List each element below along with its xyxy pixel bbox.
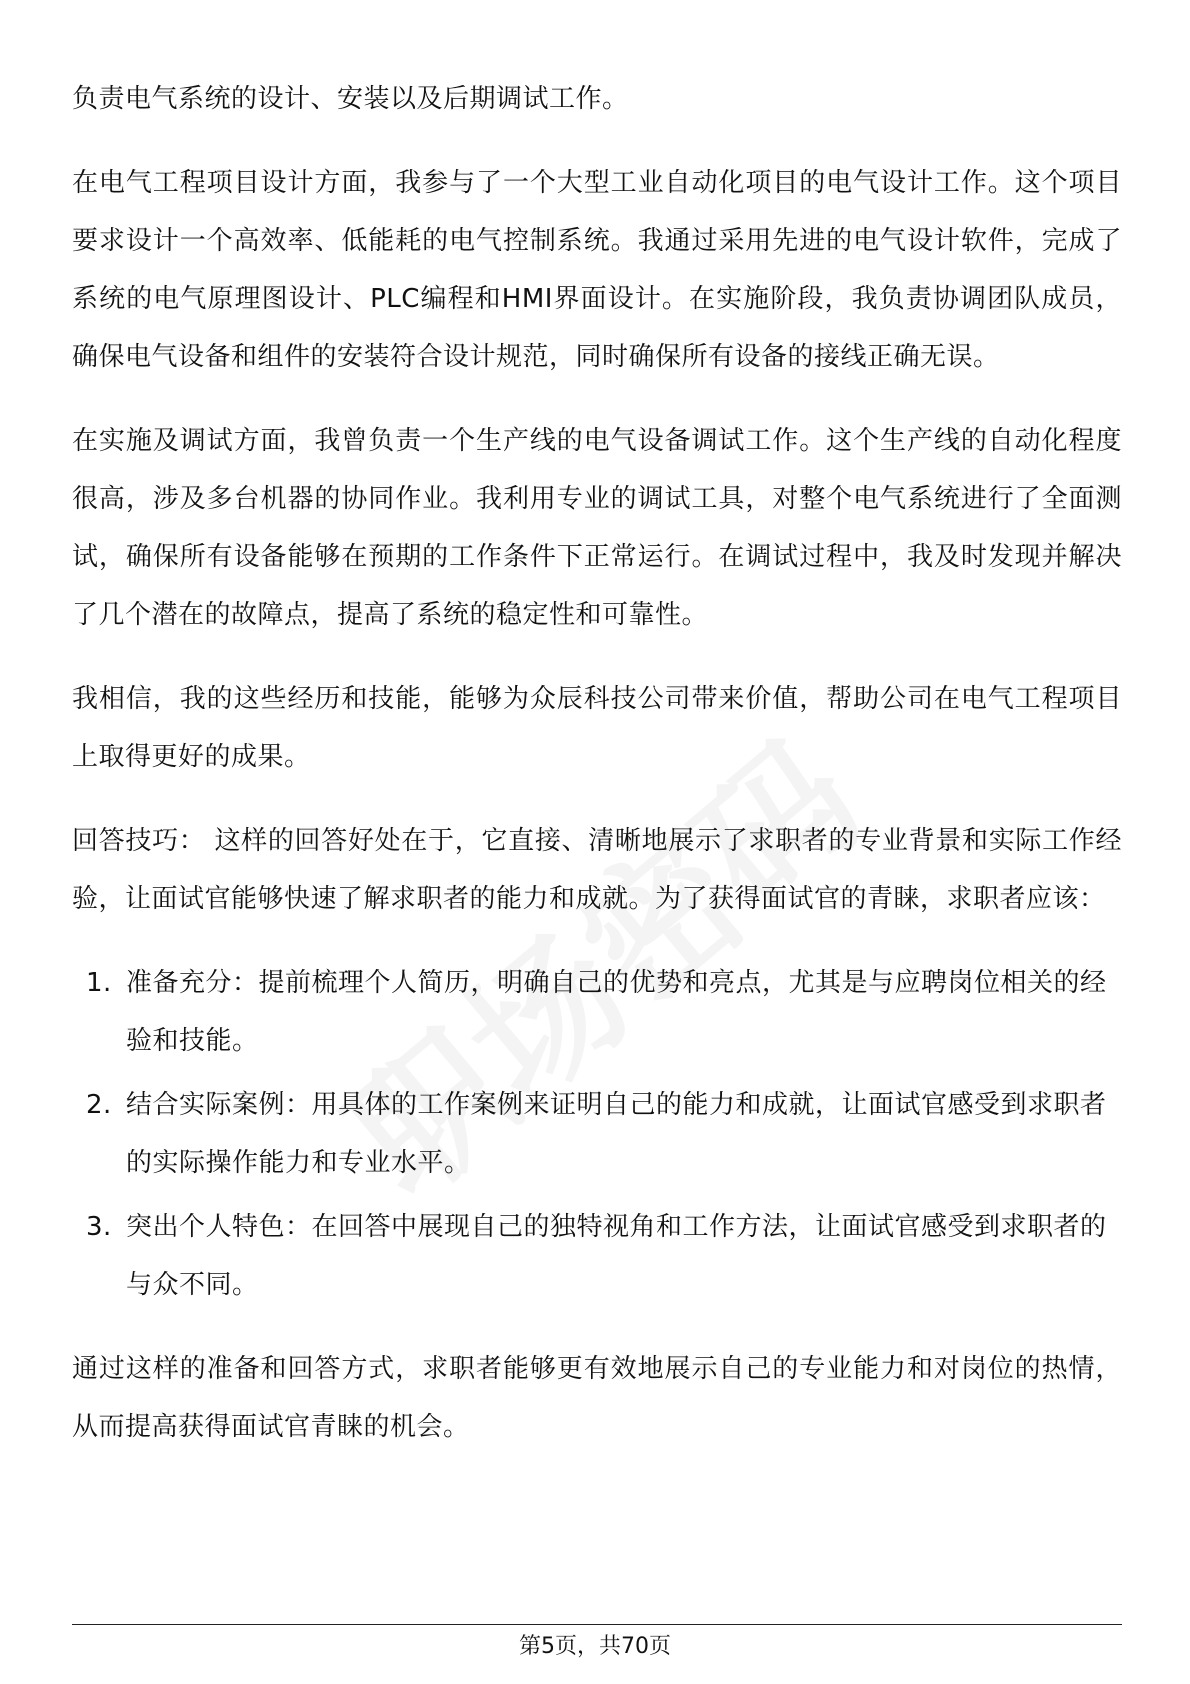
page-number: 第5页，共70页	[519, 1634, 671, 1659]
list-item-text: 准备充分：提前梳理个人简历，明确自己的优势和亮点，尤其是与应聘岗位相关的经验和技能。	[126, 968, 1107, 1056]
answer-tips-paragraph: 回答技巧： 这样的回答好处在于，它直接、清晰地展示了求职者的专业背景和实际工作经验，让面试官能够快速了解求职者的能力和成就。为了获得面试官的青睐，求职者应该：	[72, 826, 1122, 914]
paragraph: 在实施及调试方面，我曾负责一个生产线的电气设备调试工作。这个生产线的自动化程度很高，涉及多台机器的协同作业。我利用专业的调试工具，对整个电气系统进行了全面测试，确保所有设备能够在预期的工作条件下正常运行。在调试过程中，我及时发现并解决了几个潜在的故障点，提高了系统的稳定性和可靠性。	[72, 426, 1122, 630]
paragraph: 在电气工程项目设计方面，我参与了一个大型工业自动化项目的电气设计工作。这个项目要求设计一个高效率、低能耗的电气控制系统。我通过采用先进的电气设计软件，完成了系统的电气原理图设计、PLC编程和HMI界面设计。在实施阶段，我负责协调团队成员，确保电气设备和组件的安装符合设计规范，同时确保所有设备的接线正确无误。	[72, 168, 1122, 372]
closing-paragraph: 通过这样的准备和回答方式，求职者能够更有效地展示自己的专业能力和对岗位的热情，从而提高获得面试官青睐的机会。	[72, 1354, 1122, 1442]
list-number: 2.	[86, 1090, 112, 1120]
footer-divider	[72, 1624, 1122, 1625]
document-body	[72, 70, 1122, 1482]
paragraph: 负责电气系统的设计、安装以及后期调试工作。	[72, 84, 629, 114]
list-item	[72, 954, 1122, 1070]
paragraph: 我相信，我的这些经历和技能，能够为众辰科技公司带来价值，帮助公司在电气工程项目上取得更好的成果。	[72, 684, 1122, 772]
list-item	[72, 1076, 1122, 1192]
list-number: 1.	[86, 968, 112, 998]
list-item	[72, 1198, 1122, 1314]
list-item-text: 结合实际案例：用具体的工作案例来证明自己的能力和成就，让面试官感受到求职者的实际操作能力和专业水平。	[126, 1090, 1107, 1178]
list-number: 3.	[86, 1212, 112, 1242]
tips-list	[72, 954, 1122, 1314]
list-item-text: 突出个人特色：在回答中展现自己的独特视角和工作方法，让面试官感受到求职者的与众不同。	[126, 1212, 1107, 1300]
